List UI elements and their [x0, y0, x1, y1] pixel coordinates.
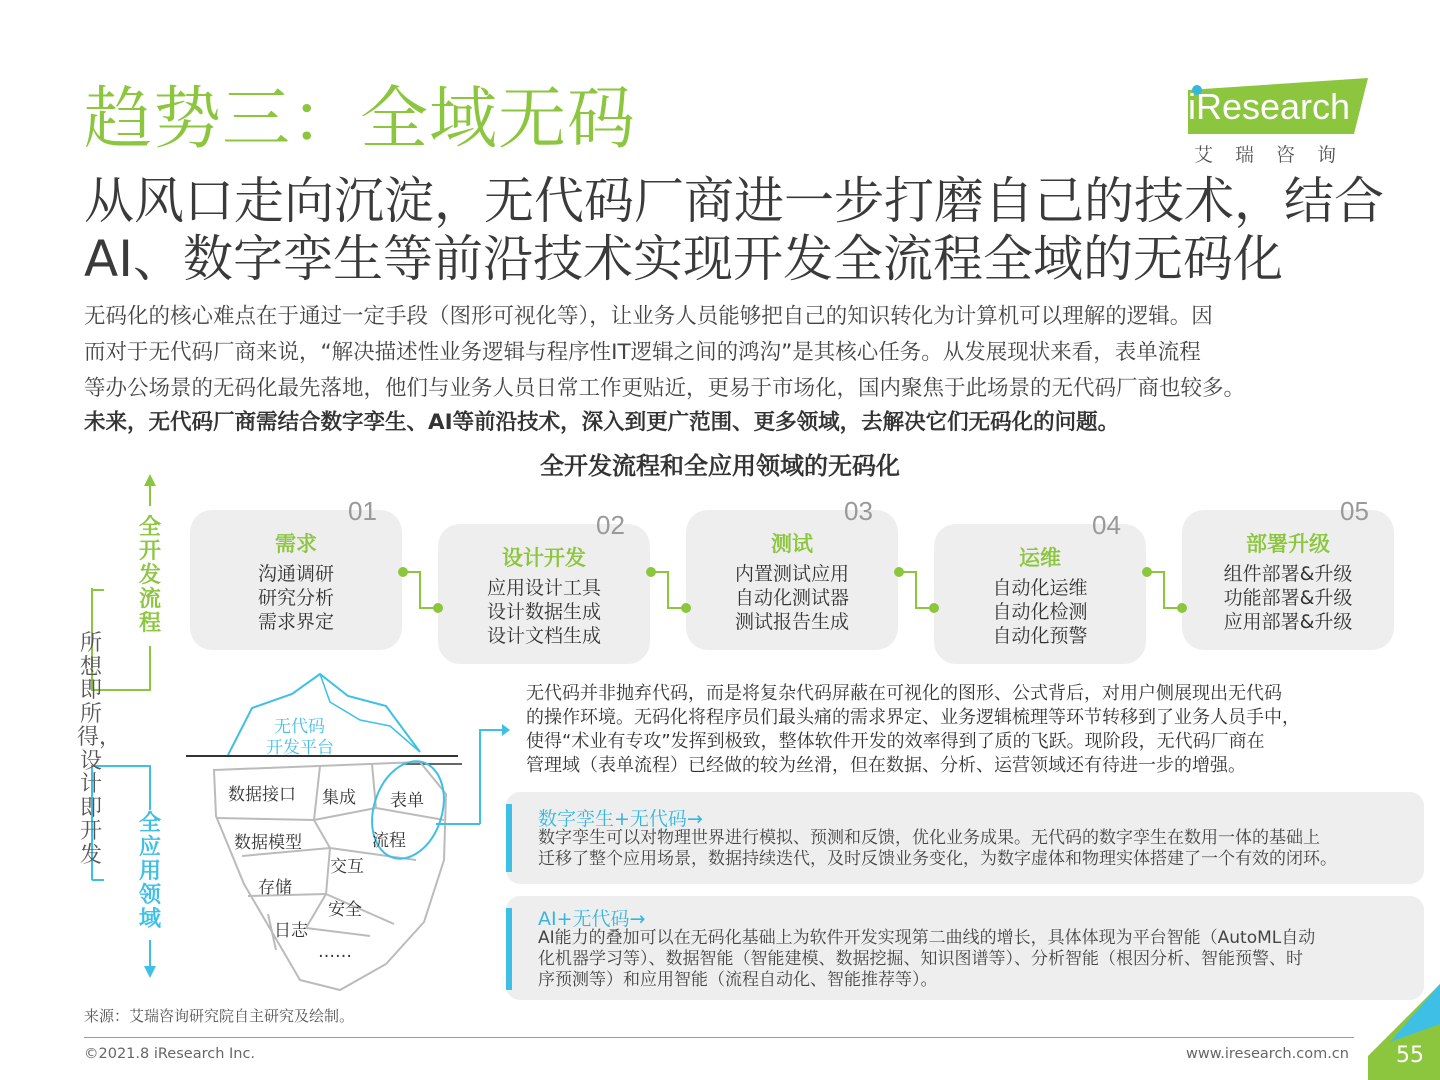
iceberg-area-label: …… [318, 942, 352, 962]
step-item: 组件部署&升级 [1223, 563, 1353, 585]
box-title: AI+无代码→ [538, 908, 646, 930]
step-title: 部署升级 [1246, 532, 1330, 556]
step-item: 自动化检测 [992, 601, 1088, 623]
step-item: 设计数据生成 [486, 601, 601, 623]
step-item: 自动化预警 [992, 625, 1088, 647]
intro-line-3: 等办公场景的无码化最先落地，他们与业务人员日常工作更贴近，更易于市场化，国内聚焦于此场景的无代码厂商也较多。 [84, 376, 1246, 401]
step-item: 研究分析 [257, 587, 334, 609]
description-line: 的操作环境。无码化将程序员们最头痛的需求界定、业务逻辑梳理等环节转移到了业务人员手中， [526, 707, 1300, 728]
box-accent-bar [506, 804, 512, 872]
step-item: 自动化运维 [992, 577, 1088, 599]
step-number: 05 [1340, 496, 1369, 526]
step-card [1182, 496, 1394, 650]
box-text-line: 数字孪生可以对物理世界进行模拟、预测和反馈，优化业务成果。无代码的数字孪生在数用一体的基础上 [538, 828, 1320, 848]
step-card [934, 510, 1146, 664]
logo-brand-text: iResearch [1188, 86, 1351, 127]
subtitle-line-2: AI、数字孪生等前沿技术实现开发全流程全域的无码化 [84, 230, 1283, 288]
ai-box [506, 896, 1424, 1000]
step-item: 功能部署&升级 [1223, 587, 1353, 609]
iceberg-area-label: 日志 [274, 921, 308, 941]
iceberg-area-label: 集成 [322, 788, 356, 808]
step-card [686, 496, 898, 650]
axis-label-dev-process: 全开发流程 [138, 515, 161, 636]
box-text-line: 序预测等）和应用智能（流程自动化、智能推荐等）。 [538, 970, 938, 990]
intro-line-4-bold: 未来，无代码厂商需结合数字孪生、AI等前沿技术，深入到更广范围、更多领域，去解决它们无码化的问题。 [84, 410, 1120, 435]
step-item: 自动化测试器 [734, 587, 849, 609]
step-title: 运维 [1019, 546, 1061, 570]
step-number: 03 [844, 496, 873, 526]
intro-line-2: 而对于无代码厂商来说，“解决描述性业务逻辑与程序性IT逻辑之间的鸿沟”是其核心任务。从发展现状来看，表单流程 [84, 340, 1201, 365]
box-text-line: AI能力的叠加可以在无码化基础上为软件开发实现第二曲线的增长，具体体现为平台智能（AutoML自动 [538, 928, 1316, 948]
axis-label-app-domain: 全应用领域 [138, 811, 161, 932]
step-title: 需求 [275, 532, 317, 556]
iresearch-logo [1188, 76, 1378, 166]
side-slogan: 所想即所得，设计即开发 [77, 631, 122, 868]
step-items [438, 576, 650, 648]
box-accent-bar [506, 908, 512, 990]
iceberg-area-label: 表单 [390, 791, 424, 811]
step-number: 04 [1092, 510, 1121, 540]
iceberg-area-label: 存储 [258, 878, 292, 898]
box-title: 数字孪生+无代码→ [538, 808, 703, 830]
description-line: 管理域（表单流程）已经做的较为丝滑，但在数据、分析、运营领域还有待进一步的增强。 [526, 755, 1246, 776]
step-item: 应用设计工具 [486, 577, 601, 599]
step-title: 测试 [771, 532, 813, 556]
step-card [190, 496, 402, 650]
footer-divider [84, 1037, 1354, 1038]
description-line: 无代码并非抛弃代码，而是将复杂代码屏蔽在可视化的图形、公式背后，对用户侧展现出无代码 [526, 683, 1282, 704]
step-item: 沟通调研 [257, 563, 334, 585]
step-item: 应用部署&升级 [1223, 611, 1353, 633]
step-items [934, 576, 1146, 648]
box-text-line: 化机器学习等）、数据智能（智能建模、数据挖掘、知识图谱等）、分析智能（根因分析、智能预警、时 [538, 949, 1303, 969]
step-item: 需求界定 [257, 611, 334, 633]
step-items [190, 562, 402, 634]
box-text-line: 迁移了整个应用场景，数据持续迭代，及时反馈业务变化，为数字虚体和物理实体搭建了一个有效的闭环。 [538, 849, 1337, 869]
iceberg-area-label: 数据模型 [234, 833, 302, 853]
step-item: 测试报告生成 [734, 611, 849, 633]
source-note: 来源：艾瑞咨询研究院自主研究及绘制。 [84, 1007, 355, 1025]
description-line: 使得“术业有专攻”发挥到极致，整体软件开发的效率得到了质的飞跃。现阶段，无代码厂商在 [526, 731, 1265, 752]
step-items [1182, 562, 1394, 634]
intro-line-1: 无码化的核心难点在于通过一定手段（图形可视化等），让业务人员能够把自己的知识转化为计算机可以理解的逻辑。因 [84, 304, 1213, 329]
subtitle-line-1: 从风口走向沉淀，无代码厂商进一步打磨自己的技术，结合 [84, 172, 1384, 230]
step-title: 设计开发 [502, 546, 586, 570]
step-item: 设计文档生成 [486, 625, 601, 647]
iceberg-tip-label-2: 开发平台 [266, 738, 334, 758]
digital-twin-box [506, 792, 1424, 884]
step-item: 内置测试应用 [734, 563, 849, 585]
website-link[interactable]: www.iresearch.com.cn [1186, 1046, 1349, 1062]
page-number: 55 [1396, 1043, 1424, 1068]
step-card [438, 510, 650, 664]
iceberg-area-label: 安全 [328, 900, 362, 920]
step-number: 02 [596, 510, 625, 540]
step-number: 01 [348, 496, 377, 526]
iceberg-area-label: 流程 [372, 831, 406, 851]
iceberg-graphic [180, 660, 510, 1020]
iceberg-tip-label-1: 无代码 [274, 717, 325, 737]
diagram-title: 全开发流程和全应用领域的无码化 [540, 452, 900, 480]
iceberg-area-label: 数据接口 [228, 785, 296, 805]
logo-cn-text: 艾瑞咨询 [1194, 144, 1359, 166]
copyright: ©2021.8 iResearch Inc. [84, 1046, 256, 1062]
step-items [686, 562, 898, 634]
page-title: 趋势三：全域无码 [84, 80, 637, 159]
iceberg-area-label: 交互 [330, 857, 364, 877]
